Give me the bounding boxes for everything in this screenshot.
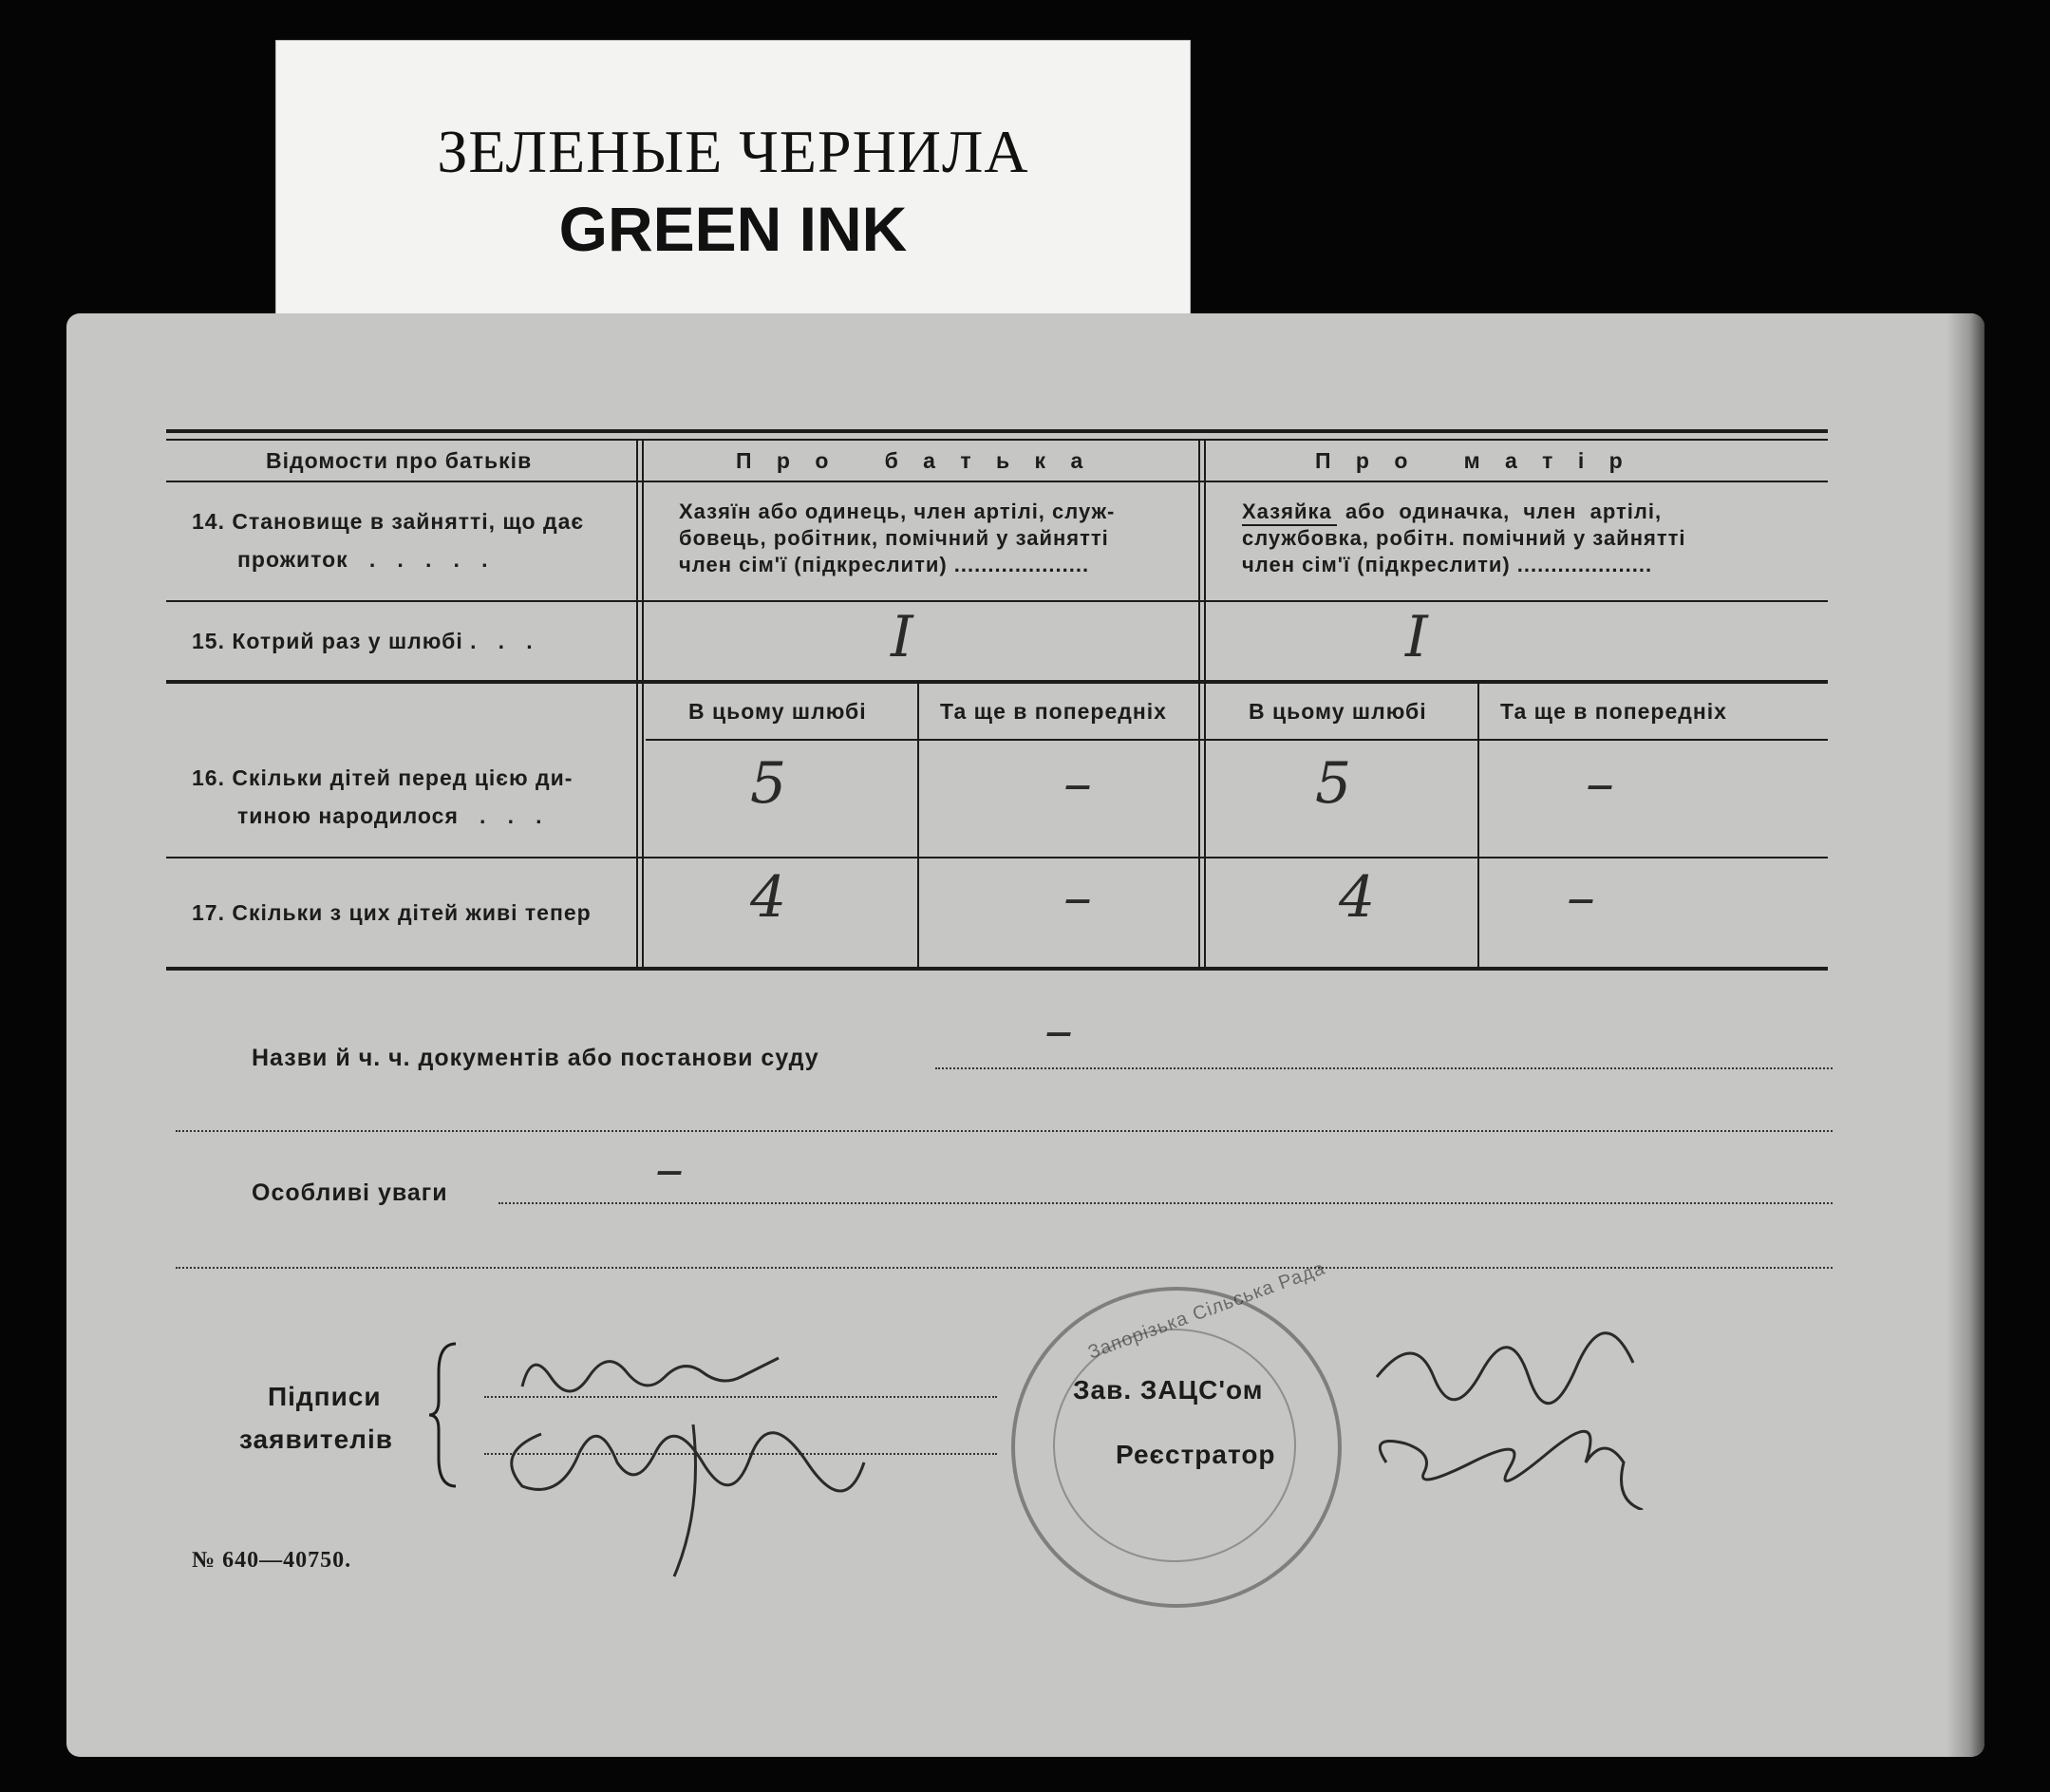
label-english: GREEN INK [558, 194, 908, 264]
table-top-border-inner [166, 439, 1828, 441]
row17-mother-prev: – [1567, 864, 1595, 931]
header-info: Відомости про батьків [266, 448, 533, 473]
header-father: П р о б а т ь к а [736, 448, 1093, 473]
remarks-label: Особливі уваги [252, 1179, 448, 1206]
row14-mother-1: Хазяйка або одиначка, член артілі, [1242, 500, 1663, 523]
row14-label-2: прожиток . . . . . [237, 547, 489, 572]
row17-label: 17. Скільки з цих дітей живі тепер [192, 900, 592, 925]
father-sub-this: В цьому шлюбі [688, 699, 867, 724]
row16-mother-this: 5 [1315, 750, 1352, 817]
table-bottom-border [166, 967, 1828, 971]
registrar-label: Реєстратор [1116, 1440, 1276, 1469]
remarks-value: – [655, 1136, 684, 1202]
row14-mother-3: член сім'ї (підкреслити) .................... [1242, 553, 1653, 576]
documents-value: – [1044, 997, 1073, 1064]
row17-mother-this: 4 [1339, 864, 1376, 931]
row15-label: 15. Котрий раз у шлюбі . . . [192, 629, 534, 653]
father-sub-prev: Та ще в попередніх [940, 699, 1167, 724]
col-divider-1 [636, 441, 638, 969]
brace-icon [427, 1339, 465, 1491]
row14-mother-2: службовка, робітн. помічний у зайнятті [1242, 526, 1686, 550]
row16-father-this: 5 [750, 750, 787, 817]
applicant-signatures [484, 1320, 883, 1586]
official-signatures [1358, 1320, 1719, 1510]
documents-line [935, 1067, 1833, 1069]
col-divider-2 [1198, 441, 1200, 969]
applicants-label-1: Підписи [268, 1382, 382, 1411]
col-divider-mother-sub [1477, 684, 1479, 969]
col-divider-father-sub [917, 684, 919, 969]
label-russian: ЗЕЛЕНЫЕ ЧЕРНИЛА [437, 118, 1029, 185]
row16-mother-prev: – [1586, 750, 1614, 817]
documents-line-2 [176, 1130, 1833, 1132]
row15-mother-value: I [1405, 604, 1428, 670]
row14-label-1: 14. Становище в зайнятті, що дає [192, 509, 585, 534]
green-ink-label [275, 40, 1191, 317]
underline-mark [1242, 524, 1337, 526]
row15-divider [166, 680, 1828, 684]
stamp-text: Запорізька Сільська Рада [1085, 1257, 1328, 1364]
row16-divider [166, 857, 1828, 858]
sheet-edge [1947, 313, 1984, 1757]
record-sheet [66, 313, 1984, 1757]
row17-father-prev: – [1063, 864, 1092, 931]
subheader-divider [646, 739, 1828, 741]
header-divider [166, 481, 1828, 482]
mother-sub-prev: Та ще в попередніх [1500, 699, 1727, 724]
row14-father-3: член сім'ї (підкреслити) .................... [679, 553, 1090, 576]
head-label: Зав. ЗАЦС'ом [1073, 1375, 1264, 1405]
row16-label-1: 16. Скільки дітей перед цією ди- [192, 765, 574, 790]
table-top-border [166, 429, 1828, 433]
row16-label-2: тиною народилося . . . [237, 803, 543, 828]
official-stamp [1011, 1257, 1342, 1608]
col-divider-1b [642, 441, 644, 969]
applicants-label-2: заявителів [239, 1424, 393, 1454]
stamp-inner-ring [1053, 1329, 1296, 1562]
row14-divider [166, 600, 1828, 602]
documents-label: Назви й ч. ч. документів або постанови суду [252, 1045, 819, 1071]
mother-sub-this: В цьому шлюбі [1249, 699, 1427, 724]
row16-father-prev: – [1063, 750, 1092, 817]
form-number: № 640—40750. [192, 1548, 352, 1573]
row14-father-1: Хазяїн або одинець, член артілі, служ- [679, 500, 1116, 523]
remarks-line [498, 1202, 1833, 1204]
row17-father-this: 4 [750, 864, 787, 931]
row15-father-value: I [891, 604, 913, 670]
col-divider-2b [1204, 441, 1206, 969]
header-mother: П р о м а т і р [1315, 448, 1632, 473]
row14-father-2: бовець, робітник, помічний у зайнятті [679, 526, 1109, 550]
remarks-line-2 [176, 1267, 1833, 1269]
